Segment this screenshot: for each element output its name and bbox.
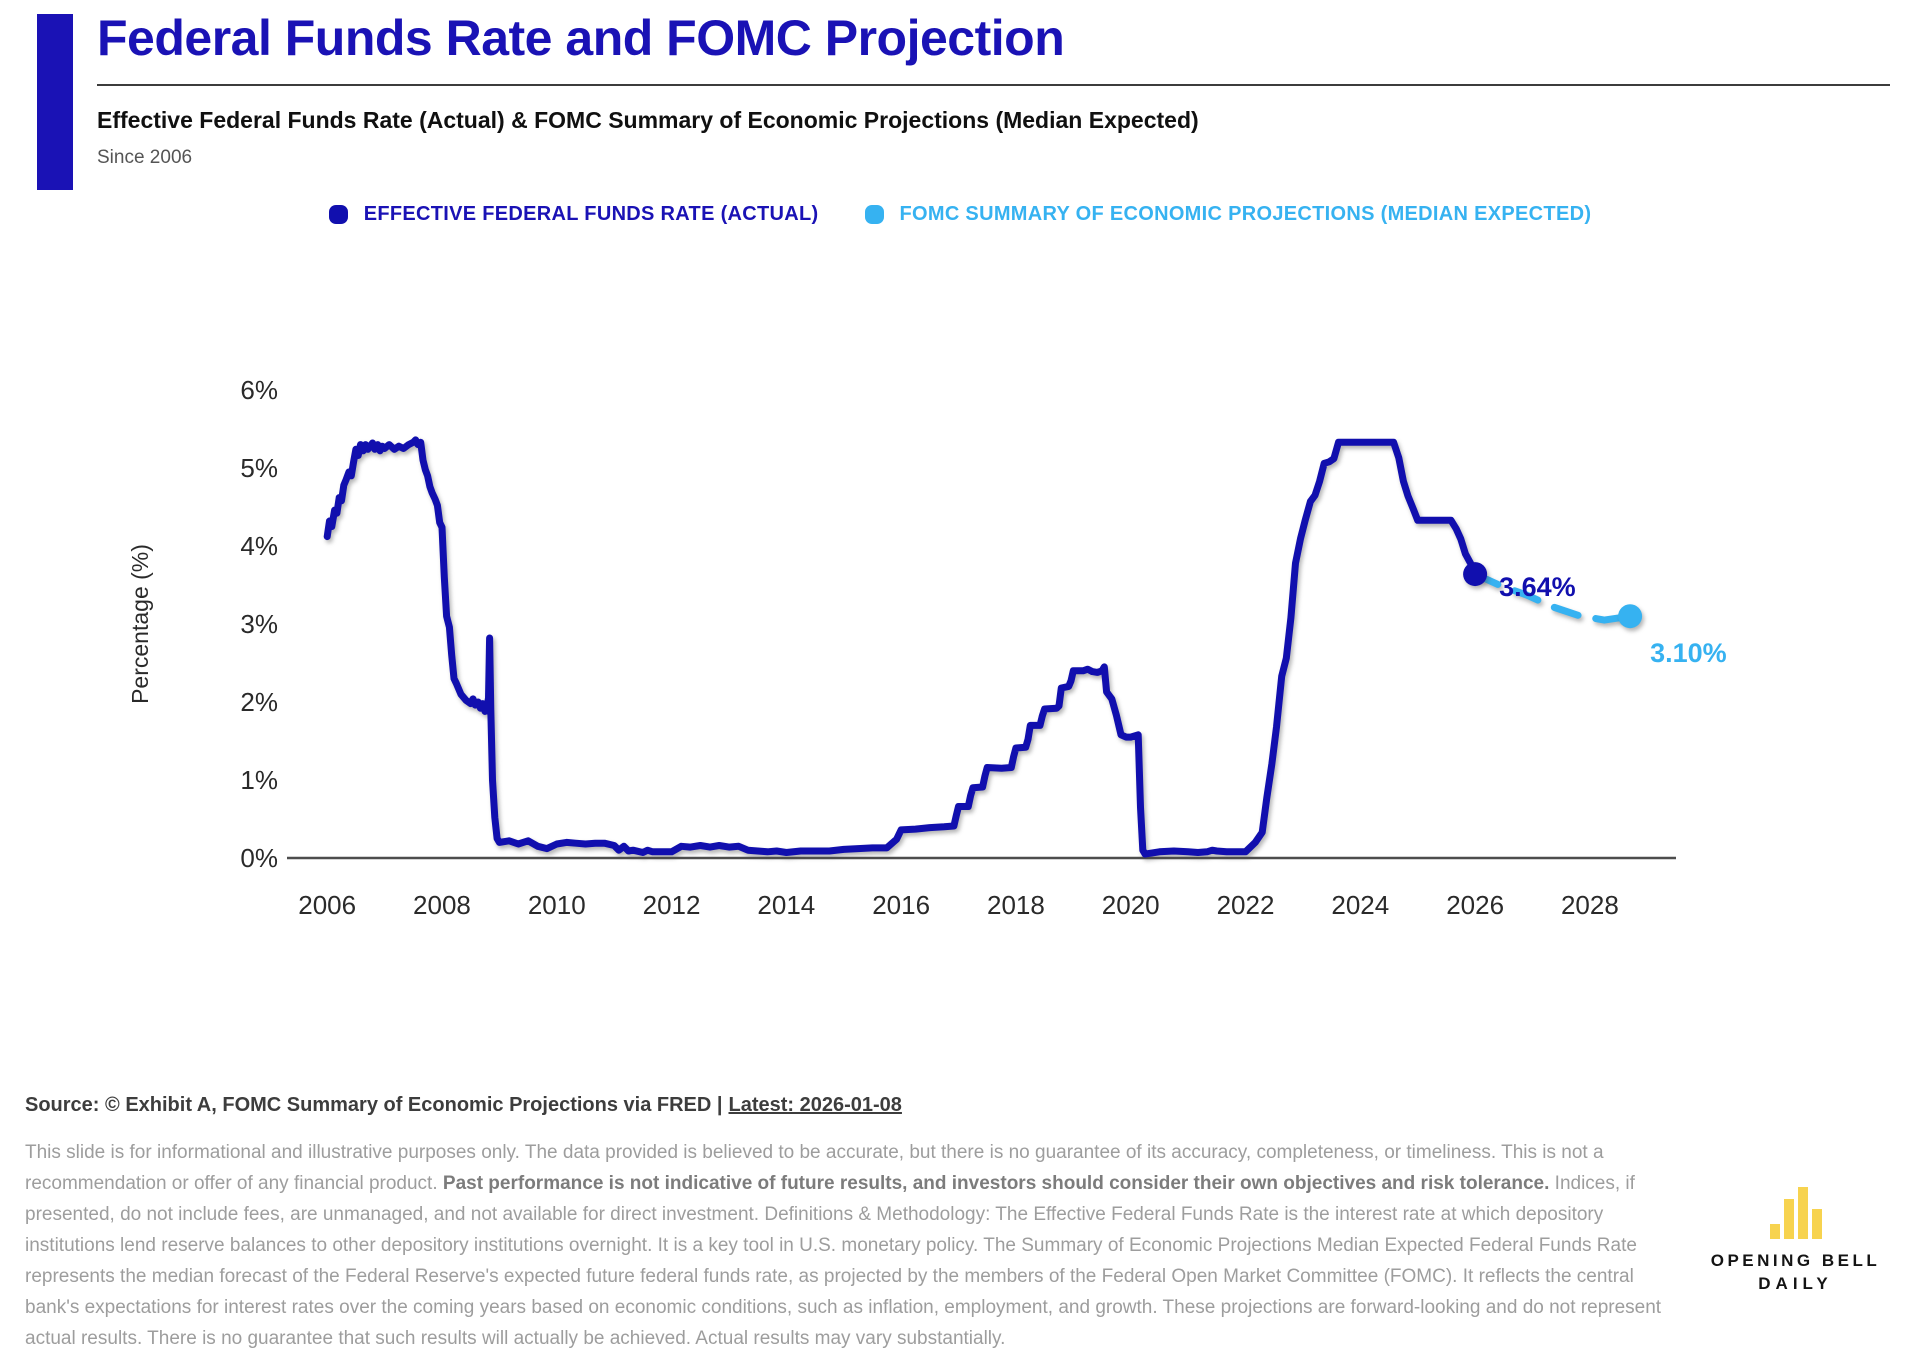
x-axis-tick-label: 2028	[1560, 890, 1619, 920]
since-label: Since 2006	[97, 146, 193, 168]
disclaimer-bold: Past performance is not indicative of future results, and investors should consider their own objectives and risk tolerance.	[442, 1173, 1550, 1194]
page-title: Federal Funds Rate and FOMC Projection	[97, 10, 1065, 66]
header	[97, 10, 1890, 169]
legend-label-projection: FOMC SUMMARY OF ECONOMIC PROJECTIONS (MEDIAN EXPECTED)	[899, 203, 1592, 225]
bar-chart-icon	[1693, 1185, 1898, 1239]
series-endpoint-projection	[1618, 604, 1642, 628]
y-axis-tick-label: 5%	[240, 453, 278, 483]
fed-funds-line-chart	[0, 200, 1920, 960]
x-axis-tick-label: 2024	[1331, 890, 1390, 920]
source-line	[25, 1094, 1685, 1117]
disclaimer-text	[25, 1137, 1685, 1354]
legend-item-projection	[865, 203, 1592, 226]
source-text: Source: © Exhibit A, FOMC Summary of Economic Projections via FRED |	[25, 1094, 723, 1116]
chart-subtitle: Effective Federal Funds Rate (Actual) & FOMC Summary of Economic Projections (Median Expected)	[97, 106, 1199, 133]
y-axis-tick-label: 2%	[240, 687, 278, 717]
opening-bell-daily-logo	[1693, 1185, 1898, 1294]
logo-bar	[1812, 1209, 1822, 1239]
logo-text-line2: DAILY	[1758, 1274, 1833, 1293]
title-accent-bar	[37, 14, 73, 190]
logo-text-line1: OPENING BELL	[1710, 1251, 1881, 1270]
y-axis-tick-label: 0%	[240, 843, 278, 873]
latest-date-link[interactable]: Latest: 2026-01-08	[728, 1094, 902, 1116]
x-axis-tick-label: 2022	[1216, 890, 1275, 920]
legend-item-actual	[329, 203, 819, 226]
logo-bar	[1784, 1199, 1794, 1239]
x-axis-tick-label: 2014	[757, 890, 816, 920]
y-axis-title: Percentage (%)	[127, 544, 153, 704]
chart-legend	[0, 203, 1920, 226]
title-divider	[97, 84, 1890, 86]
disclaimer-part-2: Indices, if presented, do not include fees, are unmanaged, and not available for direct investment. Definitions & Methodology: The Effective Federal Funds Rate is the interest rate at which depository institutions lend reserve balances to other depository institutions overnight. It is a key tool in U.S. monetary policy. The Summary of Economic Projections Median Expected Federal Funds Rate represents the median forecast of the Federal Reserve's expected future federal funds rate, as projected by the members of the Federal Open Market Committee (FOMC). It reflects the central bank's expectations for interest rates over the coming years based on economic conditions, such as inflation, employment, and growth. These projections are forward-looking and do not represent actual results. There is no guarantee that such results will actually be achieved. Actual results may vary substantially.	[25, 1173, 1662, 1349]
x-axis-tick-label: 2020	[1101, 890, 1160, 920]
x-axis-tick-label: 2010	[527, 890, 586, 920]
series-line-actual	[327, 440, 1475, 854]
x-axis-tick-label: 2016	[872, 890, 931, 920]
series-line-projection	[1475, 574, 1630, 620]
logo-bar	[1770, 1224, 1780, 1239]
legend-dot-projection-icon	[865, 205, 884, 224]
y-axis-tick-label: 6%	[240, 375, 278, 405]
legend-dot-actual-icon	[329, 205, 348, 224]
x-axis-tick-label: 2018	[987, 890, 1045, 920]
series-end-label-actual: 3.64%	[1499, 572, 1576, 603]
x-axis-tick-label: 2012	[642, 890, 701, 920]
y-axis-tick-label: 1%	[240, 765, 278, 795]
series-endpoint-actual	[1463, 562, 1487, 586]
x-axis-tick-label: 2026	[1446, 890, 1505, 920]
y-axis-tick-label: 3%	[240, 609, 278, 639]
y-axis-tick-label: 4%	[240, 531, 278, 561]
x-axis-tick-label: 2006	[298, 890, 357, 920]
disclaimer-part-1: This slide is for informational and illustrative purposes only. The data provided is believed to be accurate, but there is no guarantee of its accuracy, completeness, or timeliness. This is not a recommendation or offer of any financial product.	[25, 1142, 1604, 1194]
x-axis-tick-label: 2008	[413, 890, 471, 920]
series-end-label-projection: 3.10%	[1650, 638, 1727, 669]
footer	[25, 1094, 1685, 1354]
legend-label-actual: EFFECTIVE FEDERAL FUNDS RATE (ACTUAL)	[363, 203, 819, 225]
logo-bar	[1798, 1187, 1808, 1239]
